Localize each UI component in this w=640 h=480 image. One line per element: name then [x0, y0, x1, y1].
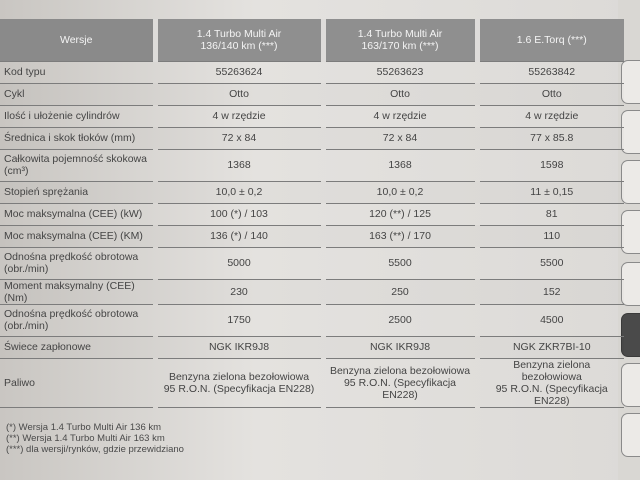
- cell-value: 163 (**) / 170: [323, 225, 477, 247]
- row-label: Całkowita pojemność skokowa (cm³): [0, 149, 155, 181]
- cell-value: Otto: [477, 83, 624, 105]
- cell-value: 5500: [323, 247, 477, 279]
- table-row: [0, 225, 624, 247]
- cell-value: 110: [477, 225, 624, 247]
- row-label: Cykl: [0, 83, 155, 105]
- row-label: Odnośna prędkość obrotowa (obr./min): [0, 247, 155, 279]
- table-row: [0, 336, 624, 358]
- header-version-163: 1.4 Turbo Multi Air 163/170 km (***): [323, 19, 477, 61]
- cell-value: Benzyna zielona bezołowiowa 95 R.O.N. (Specyfikacja EN228): [323, 358, 477, 407]
- cell-value: NGK IKR9J8: [323, 336, 477, 358]
- header-versions: Wersje: [0, 19, 155, 61]
- table-row: [0, 127, 624, 149]
- cell-value: Otto: [155, 83, 323, 105]
- table-row: [0, 279, 624, 304]
- table-row: [0, 61, 624, 83]
- cell-value: 136 (*) / 140: [155, 225, 323, 247]
- table-row: [0, 149, 624, 181]
- row-label: Stopień sprężania: [0, 181, 155, 203]
- cell-value: 4500: [477, 304, 624, 336]
- row-label: Moc maksymalna (CEE) (kW): [0, 203, 155, 225]
- cell-value: 55263624: [155, 61, 323, 83]
- table-row: [0, 358, 624, 407]
- cell-value: 100 (*) / 103: [155, 203, 323, 225]
- footnote: (***) dla wersji/rynków, gdzie przewidziano: [6, 444, 184, 455]
- footnote: (**) Wersja 1.4 Turbo Multi Air 163 km: [6, 433, 165, 444]
- cell-value: NGK ZKR7BI-10: [477, 336, 624, 358]
- cell-value: 4 w rzędzie: [323, 105, 477, 127]
- footnote: (*) Wersja 1.4 Turbo Multi Air 136 km: [6, 422, 162, 433]
- cell-value: 1750: [155, 304, 323, 336]
- row-label: Ilość i ułożenie cylindrów: [0, 105, 155, 127]
- row-label: Odnośna prędkość obrotowa (obr./min): [0, 304, 155, 336]
- cell-value: Benzyna zielona bezołowiowa 95 R.O.N. (Specyfikacja EN228): [155, 358, 323, 407]
- header-version-136: 1.4 Turbo Multi Air 136/140 km (***): [155, 19, 323, 61]
- cell-value: 1368: [323, 149, 477, 181]
- row-label: Moment maksymalny (CEE) (Nm): [0, 279, 155, 304]
- table-row: [0, 105, 624, 127]
- row-label: Kod typu: [0, 61, 155, 83]
- cell-value: 250: [323, 279, 477, 304]
- row-label: Średnica i skok tłoków (mm): [0, 127, 155, 149]
- table-row: [0, 247, 624, 279]
- cell-value: 1368: [155, 149, 323, 181]
- table-row: [0, 181, 624, 203]
- cell-value: 230: [155, 279, 323, 304]
- cell-value: 81: [477, 203, 624, 225]
- cell-value: 4 w rzędzie: [155, 105, 323, 127]
- header-row: [0, 19, 624, 61]
- cell-value: 10,0 ± 0,2: [155, 181, 323, 203]
- engine-spec-table: [0, 19, 624, 408]
- section-tab[interactable]: [621, 413, 640, 457]
- row-label: Świece zapłonowe: [0, 336, 155, 358]
- cell-value: 152: [477, 279, 624, 304]
- cell-value: NGK IKR9J8: [155, 336, 323, 358]
- cell-value: 11 ± 0,15: [477, 181, 624, 203]
- cell-value: 120 (**) / 125: [323, 203, 477, 225]
- table-row: [0, 304, 624, 336]
- cell-value: 55263623: [323, 61, 477, 83]
- table-row: [0, 83, 624, 105]
- cell-value: 72 x 84: [155, 127, 323, 149]
- table-row: [0, 203, 624, 225]
- cell-value: 55263842: [477, 61, 624, 83]
- row-label: Moc maksymalna (CEE) (KM): [0, 225, 155, 247]
- cell-value: 1598: [477, 149, 624, 181]
- cell-value: 2500: [323, 304, 477, 336]
- cell-value: Otto: [323, 83, 477, 105]
- row-label: Paliwo: [0, 358, 155, 407]
- cell-value: Benzyna zielona bezołowiowa 95 R.O.N. (Specyfikacja EN228): [477, 358, 624, 407]
- cell-value: 72 x 84: [323, 127, 477, 149]
- cell-value: 5000: [155, 247, 323, 279]
- header-version-etorq: 1.6 E.Torq (***): [477, 19, 624, 61]
- cell-value: 5500: [477, 247, 624, 279]
- cell-value: 77 x 85.8: [477, 127, 624, 149]
- cell-value: 4 w rzędzie: [477, 105, 624, 127]
- cell-value: 10,0 ± 0,2: [323, 181, 477, 203]
